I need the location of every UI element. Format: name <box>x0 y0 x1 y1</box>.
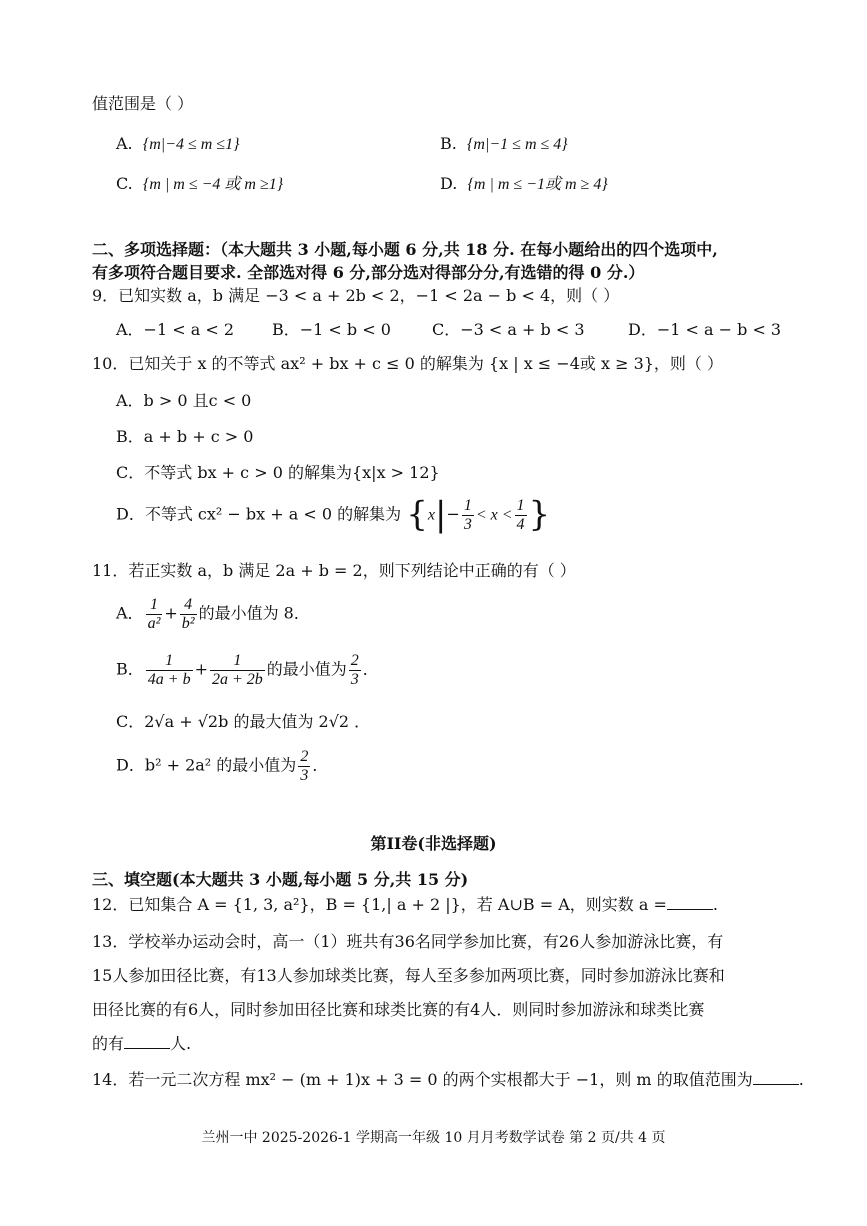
q10-d-minus: − <box>446 504 460 524</box>
q10-d-f2-num: 1 <box>516 497 525 514</box>
q11-d-label: D． <box>116 755 145 775</box>
q8-option-c-text: {m | m ≤ −4 或 m ≥1} <box>142 176 284 193</box>
q12-end: . <box>712 895 718 914</box>
q10-option-a: A．b > 0 且c < 0 <box>116 391 252 410</box>
q14 <box>92 1070 804 1089</box>
q11-stem: 11．若正实数 a，b 满足 2a + b = 2，则下列结论中正确的有（ ） <box>92 561 576 580</box>
q11-a-f1-num: 1 <box>146 596 163 615</box>
q10-d-inequality: < x < <box>475 506 513 524</box>
q8-option-d-text: {m | m ≤ −1或 m ≥ 4} <box>467 176 608 193</box>
q9-option-c: C．−3 < a + b < 3 <box>432 320 585 339</box>
q8-option-c-label: C. <box>116 174 133 193</box>
q11-b-end: ． <box>362 659 379 679</box>
q8-option-b <box>440 134 568 154</box>
q11-d-expr: b² + 2a² 的最小值为 <box>144 755 297 775</box>
q10-d-fraction-1 <box>462 497 474 533</box>
q11-b-plus: + <box>194 659 208 679</box>
q11-b-fraction-1 <box>146 652 193 688</box>
q13-line-2: 15人参加田径比赛，有13人参加球类比赛，每人至多参加两项比赛，同时参加游泳比赛和 <box>92 966 725 985</box>
q10-option-d-prefix: D．不等式 cx² − bx + a < 0 的解集为 <box>116 504 402 524</box>
q11-d-res-den: 3 <box>300 766 309 784</box>
q10-stem: 10．已知关于 x 的不等式 ax² + bx + c ≤ 0 的解集为 {x | x ≤ −4或 x ≥ 3}，则（ ） <box>92 354 724 373</box>
q11-option-b <box>116 652 379 688</box>
q13-l4-post: 人. <box>170 1034 192 1053</box>
q11-d-res-num: 2 <box>300 748 309 765</box>
q14-end: . <box>798 1070 804 1089</box>
q11-a-tail: 的最小值为 8． <box>198 603 310 623</box>
q11-d-result-fraction <box>298 748 310 784</box>
right-brace-symbol: } <box>528 494 551 535</box>
q10-d-fraction-2 <box>515 497 527 533</box>
q8-option-d <box>440 174 608 194</box>
q11-b-fraction-2 <box>210 652 265 688</box>
q11-a-label: A． <box>116 603 144 623</box>
q8-option-a-text: {m|−4 ≤ m ≤1} <box>142 136 240 153</box>
q13-answer-blank <box>124 1034 170 1049</box>
q11-b-label: B． <box>116 659 144 679</box>
q8-option-a-label: A. <box>116 134 133 153</box>
q11-a-f1-den: a² <box>147 614 161 632</box>
q11-a-fraction-1 <box>146 596 163 632</box>
q10-d-f1-den: 3 <box>463 515 472 533</box>
q12-stem: 12．已知集合 A = {1, 3, a²}，B = {1,| a + 2 |}，若 A∪B = A，则实数 a = <box>92 895 667 914</box>
q10-d-set-var: x <box>427 506 435 524</box>
q10-option-b: B．a + b + c > 0 <box>116 427 254 446</box>
q10-d-f1-num: 1 <box>463 497 472 514</box>
q9-option-d: D．−1 < a − b < 3 <box>628 320 782 339</box>
q8-option-b-label: B. <box>440 134 457 153</box>
q11-a-f2-num: 4 <box>180 596 197 615</box>
q11-b-f2-den: 2a + 2b <box>211 670 263 688</box>
q10-d-f2-den: 4 <box>516 515 525 533</box>
q11-b-res-num: 2 <box>350 652 359 669</box>
q11-option-d <box>116 748 328 784</box>
q13-line-4 <box>92 1034 191 1053</box>
q11-a-f2-den: b² <box>181 614 195 632</box>
section2-heading: 二、多项选择题：（本大题共 3 小题,每小题 6 分,共 18 分. 在每小题给出的四个选项中, <box>92 240 718 259</box>
q13-l4-pre: 的有 <box>92 1034 125 1053</box>
section3-heading: 三、填空题(本大题共 3 小题,每小题 5 分,共 15 分) <box>92 870 469 889</box>
section2-heading-cont: 有多项符合题目要求. 全部选对得 6 分,部分选对得部分分,有选错的得 0 分.） <box>92 263 645 282</box>
part2-title: 第II卷(非选择题) <box>370 834 497 853</box>
q14-stem: 14．若一元二次方程 mx² − (m + 1)x + 3 = 0 的两个实根都大于 −1，则 m 的取值范围为 <box>92 1070 753 1089</box>
q11-a-fraction-2 <box>180 596 197 632</box>
page-footer: 兰州一中 2025-2026-1 学期高一年级 10 月月考数学试卷 第 2 页/共 4 页 <box>201 1130 666 1146</box>
q11-b-f2-num: 1 <box>210 652 265 671</box>
q12-answer-blank <box>667 895 713 910</box>
set-bar-symbol: | <box>434 494 447 535</box>
q11-b-result-fraction <box>349 652 361 688</box>
q8-option-b-text: {m|−1 ≤ m ≤ 4} <box>467 136 568 153</box>
q9-option-a: A．−1 < a < 2 <box>116 320 235 339</box>
q12 <box>92 895 718 914</box>
q9-stem: 9．已知实数 a，b 满足 −3 < a + 2b < 2，−1 < 2a − b < 4，则（ ） <box>92 286 620 305</box>
q9-option-b: B．−1 < b < 0 <box>272 320 391 339</box>
q10-option-c: C．不等式 bx + c > 0 的解集为{x|x > 12} <box>116 463 440 482</box>
q8-option-c <box>116 174 283 194</box>
q8-option-d-label: D. <box>440 174 458 193</box>
q10-option-d <box>116 494 551 535</box>
q13-line-1: 13．学校举办运动会时，高一（1）班共有36名同学参加比赛，有26人参加游泳比赛，有 <box>92 932 724 951</box>
q14-answer-blank <box>753 1070 799 1085</box>
left-brace-symbol: { <box>406 494 428 535</box>
q11-b-res-den: 3 <box>350 670 359 688</box>
q11-option-a <box>116 596 310 632</box>
q11-a-plus: + <box>164 603 178 623</box>
q8-option-a <box>116 134 239 154</box>
q8-stem-tail: 值范围是（ ） <box>92 94 194 113</box>
q11-b-f1-num: 1 <box>146 652 193 671</box>
q11-b-tail: 的最小值为 <box>266 659 347 679</box>
q13-line-3: 田径比赛的有6人，同时参加田径比赛和球类比赛的有4人．则同时参加游泳和球类比赛 <box>92 1000 705 1019</box>
q11-d-end: ． <box>312 755 329 775</box>
q11-b-f1-den: 4a + b <box>147 670 191 688</box>
q11-option-c: C．2√a + √2b 的最大值为 2√2 ． <box>116 712 371 731</box>
